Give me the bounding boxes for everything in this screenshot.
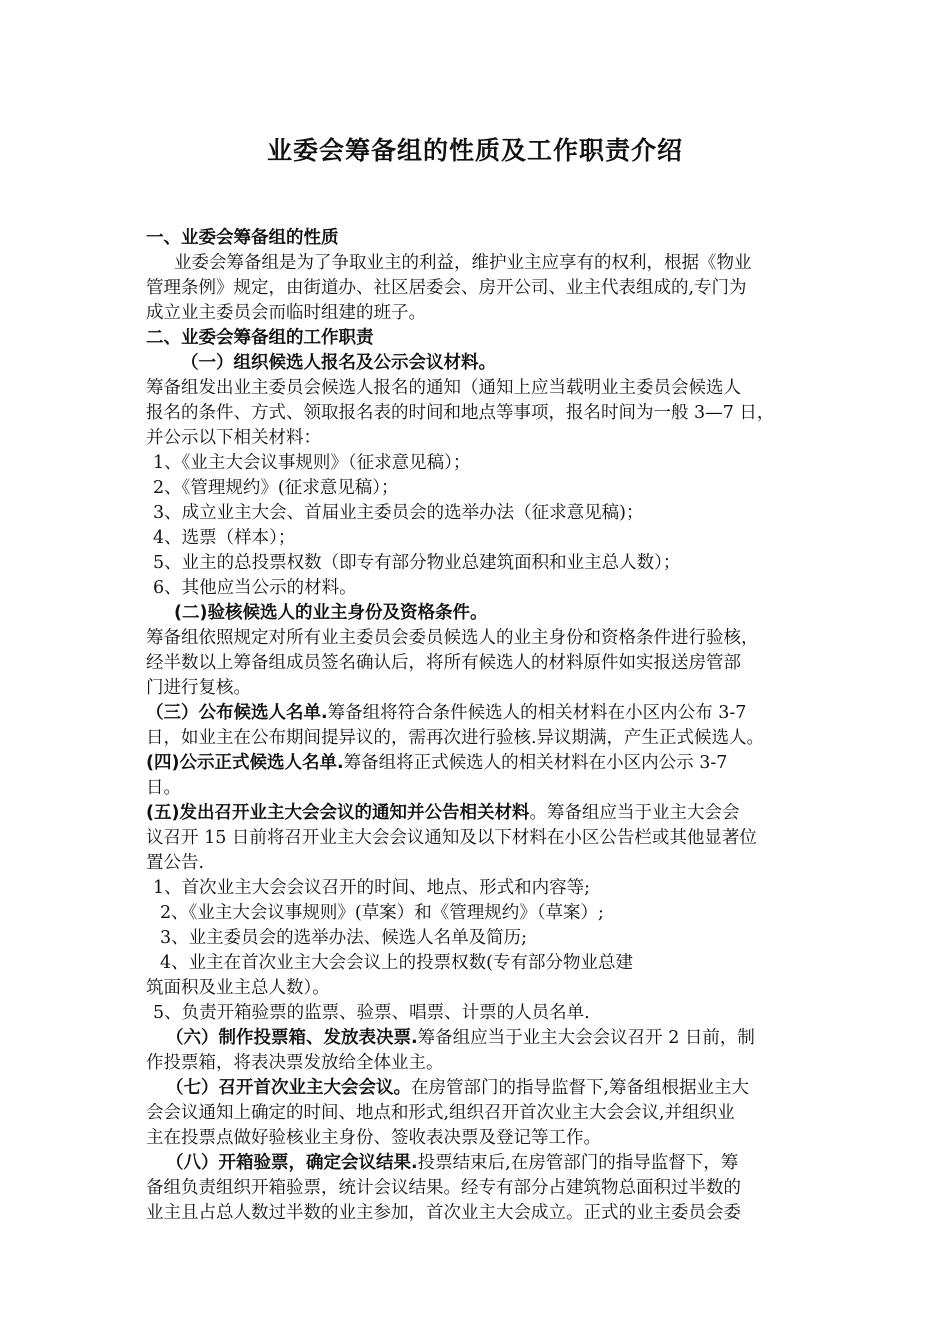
paragraph-line: (四)公示正式候选人名单.筹备组将正式候选人的相关材料在小区内公示 3-7 — [146, 753, 728, 773]
paragraph-line: 经半数以上筹备组成员签名确认后，将所有候选人的材料原件如实报送房管部 — [146, 653, 741, 673]
list-item: 4、业主在首次业主大会会议上的投票权数(专有部分物业总建 — [160, 953, 633, 973]
list-item: 4、选票（样本）； — [153, 528, 296, 548]
section-heading: 二、业委会筹备组的工作职责 — [146, 328, 374, 348]
subsection-heading: （一）组织候选人报名及公示会议材料。 — [181, 353, 496, 373]
paragraph-line: 筹备组发出业主委员会候选人报名的通知（通知上应当载明业主委员会候选人 — [146, 378, 741, 398]
paragraph-line: 报名的条件、方式、领取报名表的时间和地点等事项，报名时间为一般 3—7 日， — [146, 403, 775, 423]
paragraph-line: （六）制作投票箱、发放表决票.筹备组应当于业主大会会议召开 2 日前，制 — [166, 1028, 755, 1048]
paragraph-line: 日，如业主在公布期间提异议的，需再次进行验核.异议期满，产生正式候选人。 — [146, 728, 765, 748]
paragraph-line: 管理条例》规定，由街道办、社区居委会、房开公司、业主代表组成的,专门为 — [146, 278, 747, 298]
paragraph-line: 主在投票点做好验核业主身份、签收表决票及登记等工作。 — [146, 1128, 601, 1148]
paragraph-line: 成立业主委员会而临时组建的班子。 — [146, 303, 426, 323]
list-item: 3、业主委员会的选举办法、候选人名单及简历; — [160, 928, 528, 948]
list-item: 6、其他应当公示的材料。 — [153, 578, 357, 598]
list-item: 2、《业主大会议事规则》(草案）和《管理规约》（草案）; — [160, 903, 604, 923]
list-item: 1、首次业主大会会议召开的时间、地点、形式和内容等; — [153, 878, 591, 898]
subsection-heading: (二)验核候选人的业主身份及资格条件。 — [174, 603, 488, 623]
paragraph-line: 筹备组依照规定对所有业主委员会委员候选人的业主身份和资格条件进行验核， — [146, 628, 759, 648]
paragraph-line: （八）开箱验票，确定会议结果.投票结束后,在房管部门的指导监督下，筹 — [166, 1153, 739, 1173]
list-item: 3、成立业主大会、首届业主委员会的选举办法（征求意见稿)； — [153, 503, 644, 523]
paragraph-line: 日。 — [146, 778, 181, 798]
document-body — [146, 226, 818, 1226]
section-heading: 一、业委会筹备组的性质 — [146, 228, 339, 248]
document-title: 业委会筹备组的性质及工作职责介绍 — [266, 136, 683, 165]
paragraph-line: 议召开 15 日前将召开业主大会会议通知及以下材料在小区公告栏或其他显著位 — [146, 828, 757, 848]
paragraph-line: （三）公布候选人名单.筹备组将符合条件候选人的相关材料在小区内公布 3-7 — [146, 703, 747, 723]
paragraph-line: 业委会筹备组是为了争取业主的利益，维护业主应享有的权利，根据《物业 — [174, 253, 752, 273]
paragraph-line: (五)发出召开业主大会会议的通知并公告相关材料。筹备组应当于业主大会会 — [146, 803, 740, 823]
paragraph-line: 门进行复核。 — [146, 678, 251, 698]
paragraph-line: 并公示以下相关材料： — [146, 428, 321, 448]
paragraph-line: 备组负责组织开箱验票，统计会议结果。经专有部分占建筑物总面积过半数的 — [146, 1178, 741, 1198]
paragraph-line: 会会议通知上确定的时间、地点和形式,组织召开首次业主大会会议,并组织业 — [146, 1103, 735, 1123]
paragraph-line: （七）召开首次业主大会会议。在房管部门的指导监督下,筹备组根据业主大 — [166, 1078, 750, 1098]
list-item: 1、《业主大会议事规则》（征求意见稿）； — [153, 453, 471, 473]
paragraph-line: 作投票箱，将表决票发放给全体业主。 — [146, 1053, 444, 1073]
paragraph-line: 业主且占总人数过半数的业主参加，首次业主大会成立。正式的业主委员会委 — [146, 1203, 741, 1223]
paragraph-line: 置公告. — [146, 853, 205, 873]
list-item-continuation: 筑面积及业主总人数）。 — [146, 978, 330, 998]
list-item: 5、业主的总投票权数（即专有部分物业总建筑面积和业主总人数）； — [153, 553, 681, 573]
list-item: 2、《管理规约》(征求意见稿）； — [153, 478, 399, 498]
list-item: 5、负责开箱验票的监票、验票、唱票、计票的人员名单. — [153, 1003, 590, 1023]
